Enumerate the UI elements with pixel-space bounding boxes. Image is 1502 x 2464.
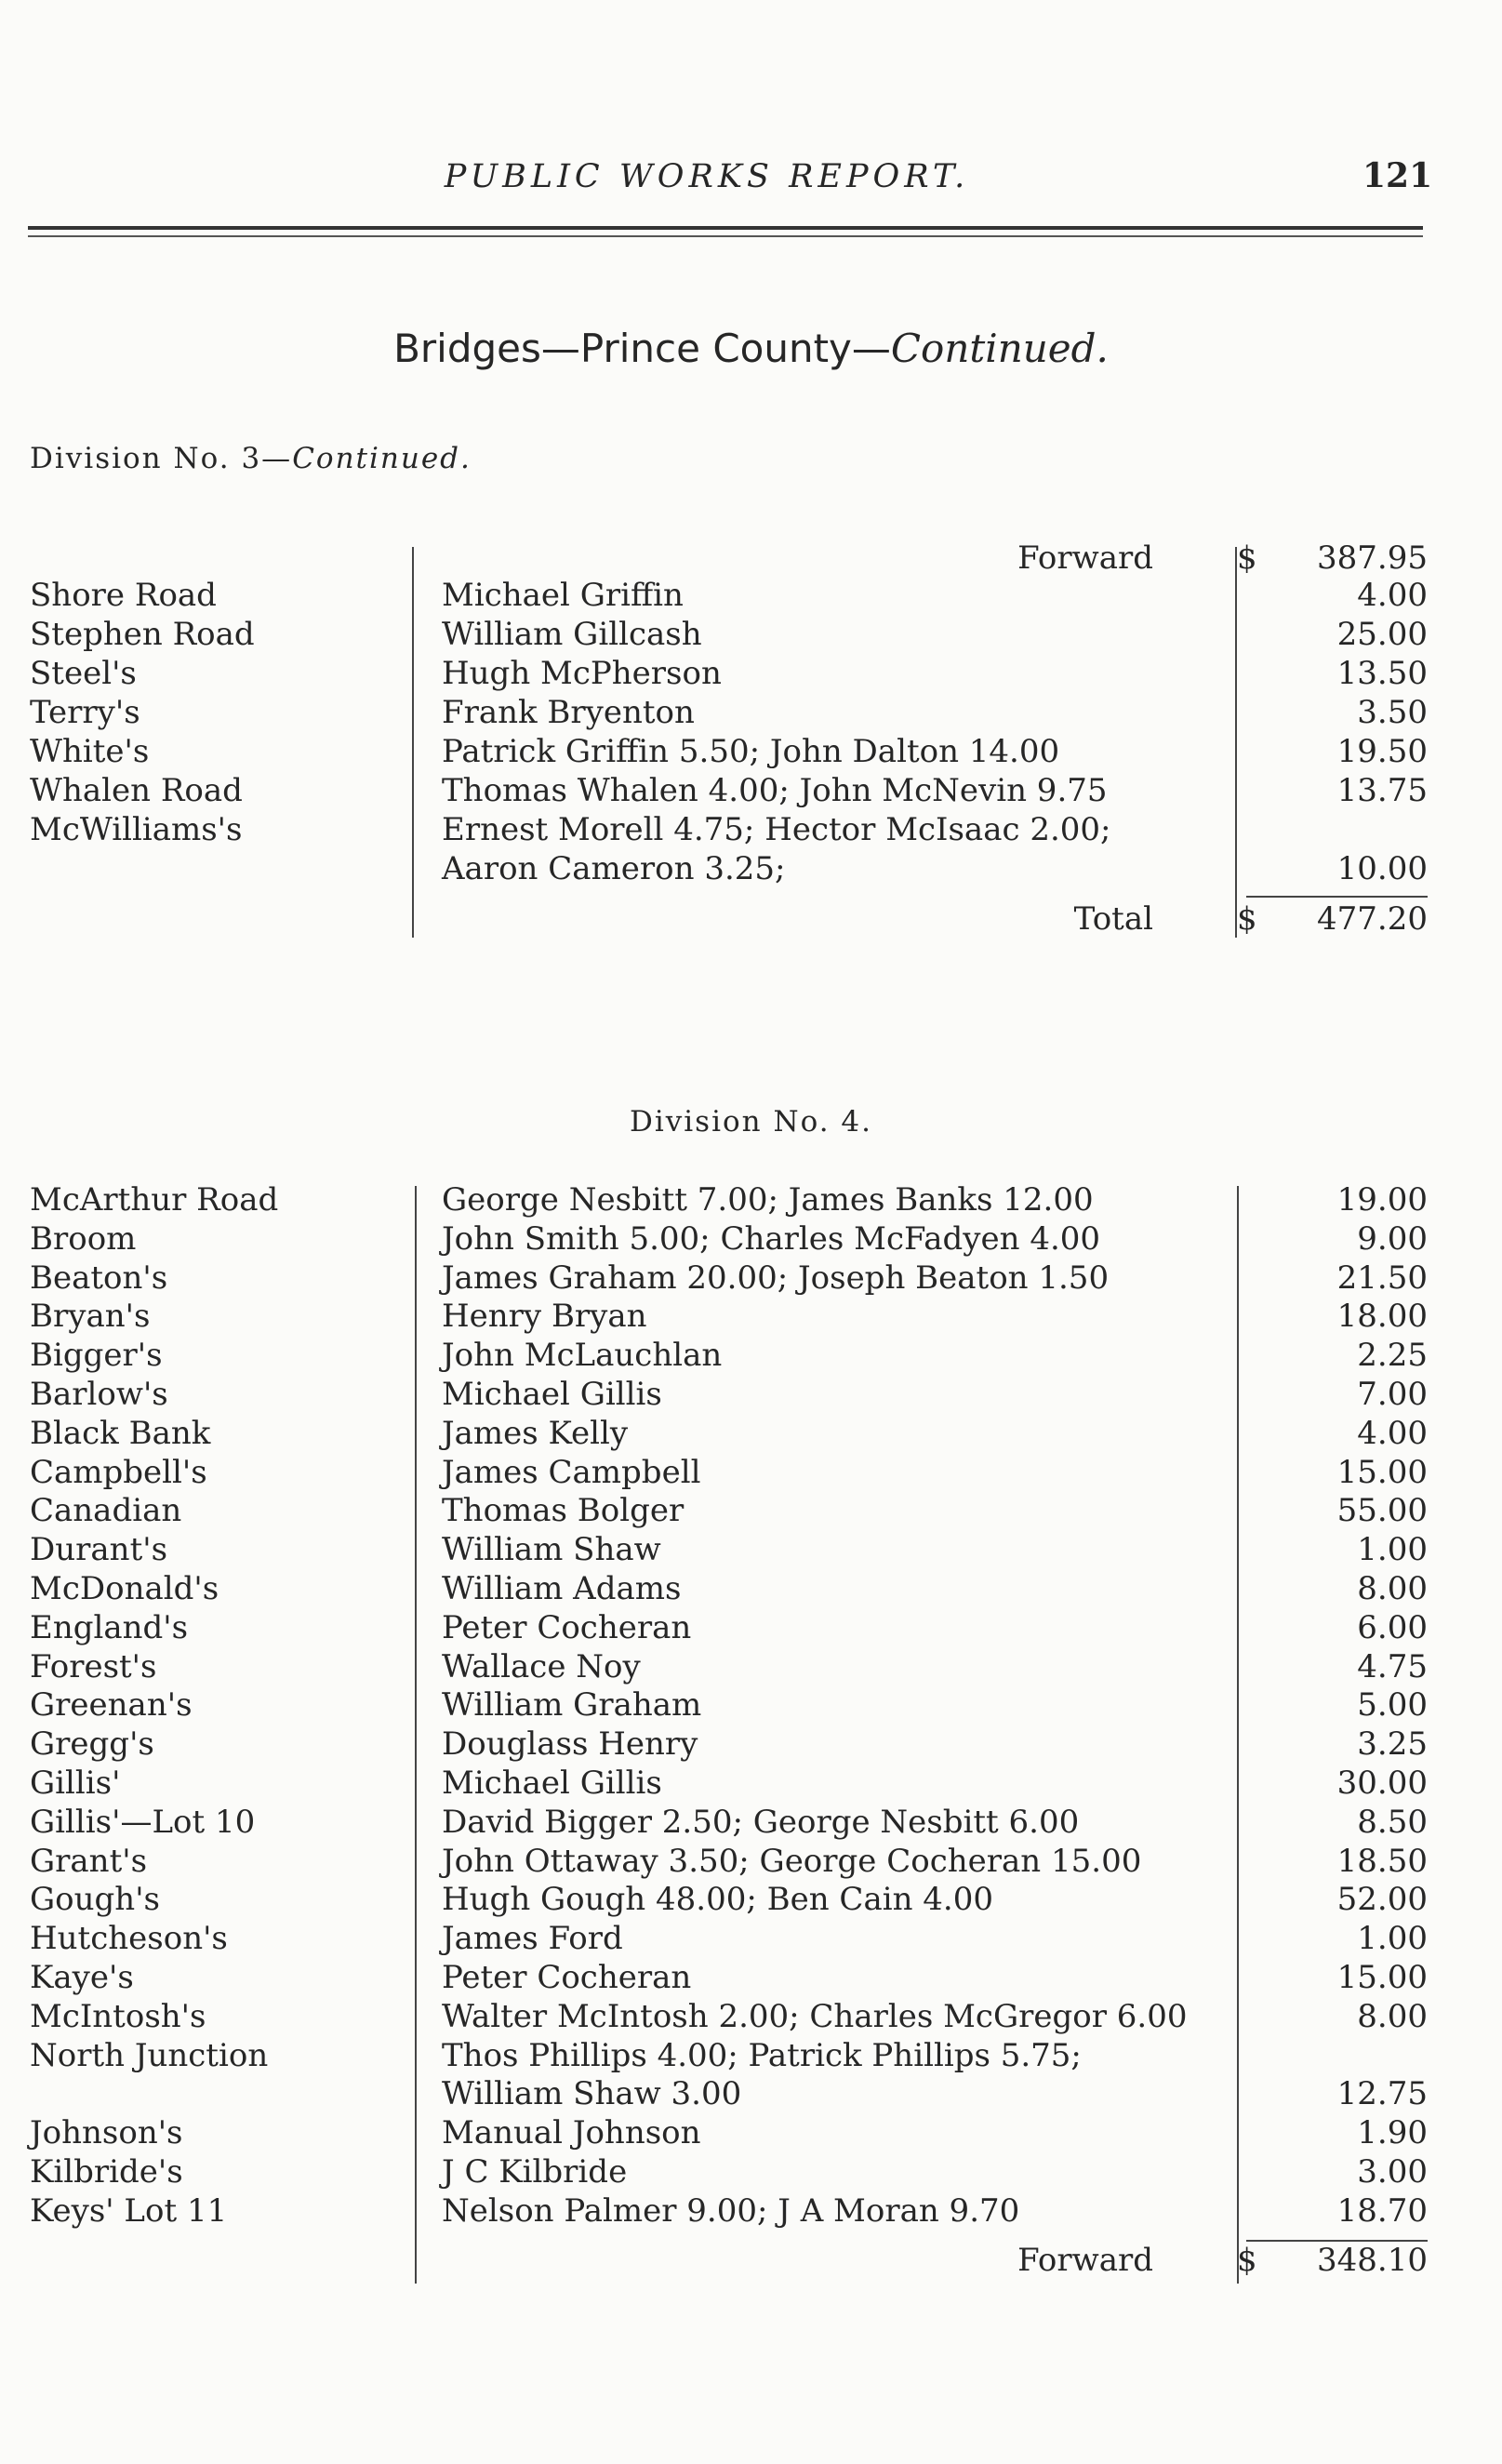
amount: 15.00 [1336,1959,1428,1996]
payee-name: Michael Gillis [442,1765,662,1802]
payee-name: William Graham [442,1686,702,1725]
amount: 8.00 [1357,1570,1428,1607]
place-name: Black Bank [30,1414,211,1452]
table-row [0,1725,1502,1765]
table-row [0,1804,1502,1843]
division-3-heading-text: Division No. 3— [30,442,293,475]
payee-name: James Kelly [442,1414,629,1452]
division-3-heading [30,442,472,475]
payee-name: Douglass Henry [442,1725,698,1764]
place-name: England's [30,1608,189,1646]
total-rule [1246,896,1428,898]
table-row [0,733,1502,772]
payee-name: Michael Gillis [442,1376,662,1413]
amount: 4.75 [1357,1647,1428,1685]
table-row [0,1648,1502,1687]
payee-name: Peter Cocheran [442,1959,692,1996]
payee-name: William Shaw 3.00 [442,2075,742,2113]
place-name: Hutcheson's [30,1920,228,1958]
table-row [0,811,1502,850]
place-name: Whalen Road [30,772,243,809]
table-row [0,772,1502,811]
table-row [0,850,1502,889]
section-title [0,326,1502,371]
division-3-table [0,538,1502,947]
header-rule-thick [28,226,1423,230]
table-row [0,1298,1502,1337]
division-4-heading: Division No. 4. [629,1105,873,1139]
payee-name: Manual Johnson [442,2114,701,2152]
payee-name: Hugh Gough 48.00; Ben Cain 4.00 [442,1881,993,1919]
place-name: Johnson's [30,2114,183,2152]
place-name: Beaton's [30,1259,168,1297]
amount: 25.00 [1336,616,1428,653]
place-name: Gillis' [30,1765,121,1802]
table-row [0,616,1502,655]
table-row [0,1259,1502,1299]
amount: 7.00 [1357,1376,1428,1413]
forward-amount: 387.95 [1317,539,1428,577]
total-row [0,900,1502,939]
amount: 3.50 [1357,694,1428,731]
forward-label: Forward [1017,539,1153,577]
payee-name: William Shaw [442,1531,661,1569]
amount: 52.00 [1336,1881,1428,1919]
place-name: Gough's [30,1881,160,1919]
payee-name: Wallace Noy [442,1647,641,1685]
place-name: McWilliams's [30,811,243,848]
table-row [0,1220,1502,1259]
place-name: Broom [30,1219,137,1258]
amount: 3.00 [1357,2153,1428,2191]
place-name: McIntosh's [30,1997,206,2035]
place-name: Campbell's [30,1453,207,1491]
payee-name: Thos Phillips 4.00; Patrick Phillips 5.75; [442,2036,1082,2074]
payee-name: William Adams [442,1570,682,1607]
amount: 4.00 [1357,1414,1428,1452]
header-rule-thin [28,235,1423,237]
place-name: Bryan's [30,1298,151,1336]
payee-name: Patrick Griffin 5.50; John Dalton 14.00 [442,733,1060,770]
division-3-heading-italic: Continued. [292,442,472,475]
payee-name: Thomas Whalen 4.00; John McNevin 9.75 [442,772,1108,809]
amount: 18.50 [1336,1842,1428,1880]
amount: 2.25 [1357,1337,1428,1375]
section-title-italic: Continued. [890,326,1109,371]
table-row [0,1609,1502,1648]
payee-name: Aaron Cameron 3.25; [442,850,786,887]
place-name: Shore Road [30,577,217,614]
table-row [0,1881,1502,1920]
payee-name: James Graham 20.00; Joseph Beaton 1.50 [442,1259,1110,1297]
table-row [0,1998,1502,2037]
place-name: Durant's [30,1531,168,1569]
amount: 19.50 [1336,733,1428,770]
payee-name: Henry Bryan [442,1298,647,1336]
forward-amount: 348.10 [1317,2242,1428,2279]
forward-dollar: $ [1237,539,1257,577]
amount: 30.00 [1336,1765,1428,1802]
amount: 8.00 [1357,1997,1428,2035]
place-name: Gregg's [30,1725,154,1764]
amount: 4.00 [1357,577,1428,614]
table-row [0,1686,1502,1725]
payee-name: William Gillcash [442,616,702,653]
amount: 13.50 [1336,655,1428,692]
table-row [0,1376,1502,1415]
place-name: Keys' Lot 11 [30,2191,228,2230]
amount: 13.75 [1336,772,1428,809]
place-name: McDonald's [30,1570,219,1607]
payee-name: James Ford [442,1920,623,1958]
table-row [0,2114,1502,2153]
payee-name: Walter McIntosh 2.00; Charles McGregor 6.00 [442,1997,1188,2035]
place-name: Canadian [30,1492,182,1530]
payee-name: John Ottaway 3.50; George Cocheran 15.00 [442,1842,1142,1880]
amount: 9.00 [1357,1219,1428,1258]
amount: 18.00 [1336,1298,1428,1336]
total-amount: 477.20 [1317,900,1428,938]
place-name: White's [30,733,150,770]
forward-label: Forward [1017,2242,1153,2279]
table-row [0,694,1502,733]
payee-name: David Bigger 2.50; George Nesbitt 6.00 [442,1803,1080,1841]
table-row [0,1337,1502,1376]
place-name: Grant's [30,1842,148,1880]
payee-name: Nelson Palmer 9.00; J A Moran 9.70 [442,2191,1020,2230]
forward-row [0,539,1502,579]
amount: 3.25 [1357,1725,1428,1764]
forward-dollar: $ [1237,2242,1257,2279]
total-label: Total [1073,900,1153,938]
section-title-main: Bridges—Prince County— [393,326,891,371]
amount: 18.70 [1336,2191,1428,2230]
payee-name: Frank Bryenton [442,694,695,731]
table-row [0,2153,1502,2192]
table-row [0,2192,1502,2231]
place-name: Steel's [30,655,137,692]
table-row [0,1765,1502,1804]
amount: 1.90 [1357,2114,1428,2152]
payee-name: Thomas Bolger [442,1492,685,1530]
amount: 10.00 [1336,850,1428,887]
table-row [0,2037,1502,2076]
division-4-table [0,1181,1502,2298]
amount: 55.00 [1336,1492,1428,1530]
table-row [0,1531,1502,1570]
amount: 21.50 [1336,1259,1428,1297]
table-row [0,655,1502,694]
table-row [0,1570,1502,1609]
table-row [0,1492,1502,1531]
running-header-title: PUBLIC WORKS REPORT. [444,158,970,195]
amount: 1.00 [1357,1920,1428,1958]
forward-row [0,2242,1502,2281]
amount: 1.00 [1357,1531,1428,1569]
payee-name: Hugh McPherson [442,655,722,692]
page-number: 121 [1362,156,1433,195]
payee-name: George Nesbitt 7.00; James Banks 12.00 [442,1181,1094,1219]
table-row [0,1415,1502,1454]
amount: 6.00 [1357,1608,1428,1646]
amount: 15.00 [1336,1453,1428,1491]
table-row [0,1181,1502,1220]
place-name: McArthur Road [30,1181,279,1219]
place-name: Terry's [30,694,140,731]
payee-name: James Campbell [442,1453,701,1491]
place-name: Barlow's [30,1376,168,1413]
place-name: Bigger's [30,1337,163,1375]
payee-name: Peter Cocheran [442,1608,692,1646]
place-name: Gillis'—Lot 10 [30,1803,256,1841]
place-name: Greenan's [30,1686,193,1725]
total-dollar: $ [1237,900,1257,938]
amount: 19.00 [1336,1181,1428,1219]
payee-name: Ernest Morell 4.75; Hector McIsaac 2.00; [442,811,1111,848]
place-name: Forest's [30,1647,157,1685]
payee-name: J C Kilbride [442,2153,628,2191]
amount: 5.00 [1357,1686,1428,1725]
payee-name: Michael Griffin [442,577,684,614]
place-name: Stephen Road [30,616,255,653]
table-row [0,1454,1502,1493]
payee-name: John McLauchlan [442,1337,723,1375]
table-row [0,1843,1502,1882]
place-name: Kaye's [30,1959,134,1996]
table-row [0,1959,1502,1998]
amount: 12.75 [1336,2075,1428,2113]
place-name: Kilbride's [30,2153,183,2191]
table-row [0,577,1502,616]
amount: 8.50 [1357,1803,1428,1841]
table-row [0,1920,1502,1959]
payee-name: John Smith 5.00; Charles McFadyen 4.00 [442,1219,1101,1258]
place-name: North Junction [30,2036,269,2074]
table-row [0,2075,1502,2114]
